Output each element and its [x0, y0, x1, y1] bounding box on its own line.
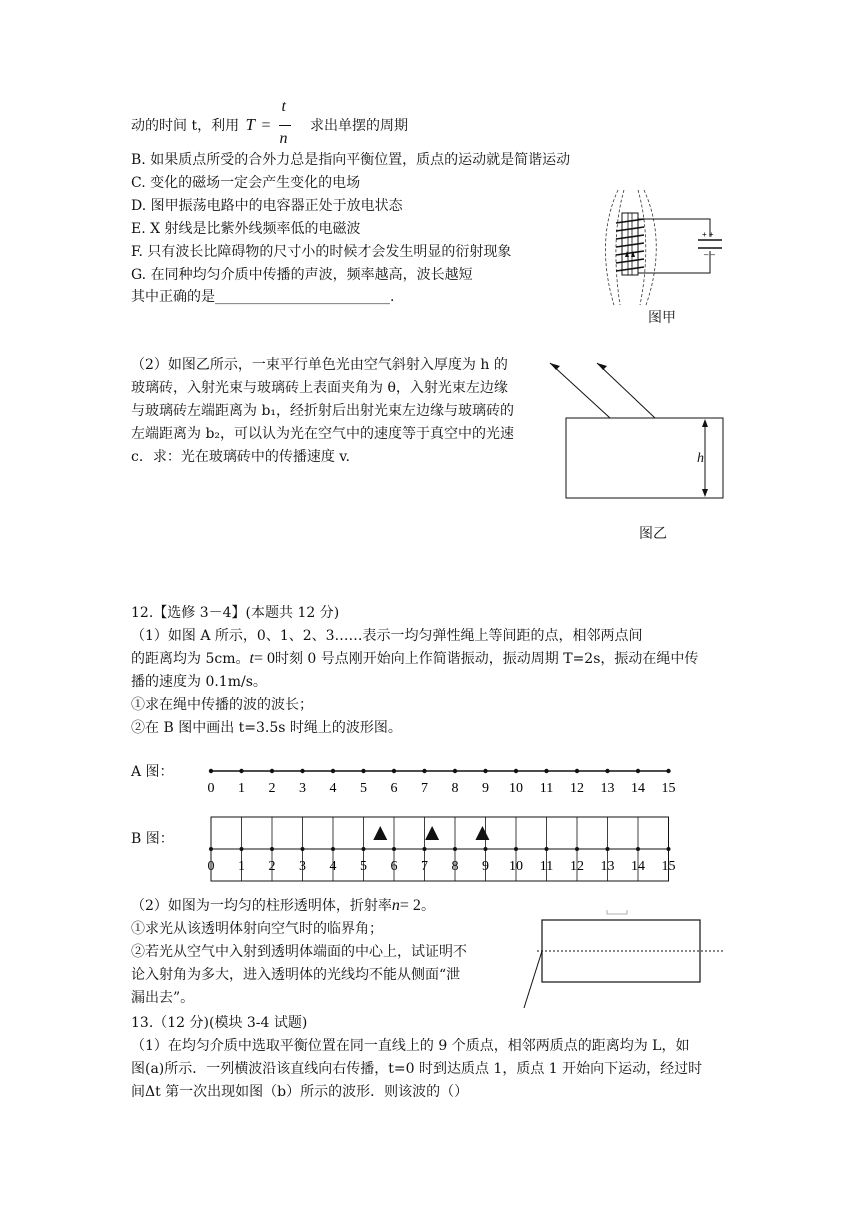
rope-tick-label: 7 — [421, 781, 428, 796]
figure-transparent-cylinder — [515, 908, 730, 1013]
answer-line: 其中正确的是_________________________. — [131, 289, 395, 305]
rope-tick-label: 9 — [482, 781, 489, 796]
q12-t-var: t — [249, 650, 254, 667]
rope-tick-label: 5 — [360, 781, 367, 796]
formula-eq: = — [261, 117, 271, 134]
rope-point — [270, 769, 274, 773]
rope-point — [422, 769, 426, 773]
fraction-bar — [279, 125, 291, 126]
q13-title: 13.（12 分)(模块 3-4 试题) — [131, 1015, 308, 1031]
grid-tick-label: 1 — [238, 859, 245, 874]
rope-point — [331, 769, 335, 773]
rope-point — [484, 847, 488, 851]
rope-tick-label: 10 — [509, 781, 523, 796]
q12-line3: 播的速度为 0.1m/s。 — [131, 674, 267, 690]
rope-point — [514, 847, 518, 851]
q11-p2-line4: 左端距离为 b₂，可以认为光在空气中的速度等于真空中的光速 — [131, 426, 515, 442]
option-c: C. 变化的磁场一定会产生变化的电场 — [131, 175, 361, 191]
figure-jia-lc-circuit — [600, 185, 730, 310]
rope-point — [270, 847, 274, 851]
formula-num: t — [281, 98, 286, 115]
q12-p2-line2: ①求光从该透明体射向空气时的临界角； — [131, 921, 383, 937]
rope-tick-label: 15 — [661, 781, 676, 796]
figure-yi-caption: 图乙 — [639, 526, 667, 542]
q12-n-var: n — [391, 897, 400, 914]
option-d: D. 图甲振荡电路中的电容器正处于放电状态 — [131, 198, 403, 214]
formula-T: T — [245, 115, 255, 134]
rope-point — [453, 847, 457, 851]
rope-point — [483, 769, 487, 773]
triangle-marker — [425, 826, 439, 840]
period-formula — [244, 98, 306, 147]
q11-line-a — [131, 98, 408, 147]
rope-tick-label: 12 — [570, 781, 584, 796]
rope-point — [575, 769, 579, 773]
q12-title: 12.【选修 3－4】(本题共 12 分) — [131, 605, 340, 621]
rope-point — [209, 769, 213, 773]
grid-tick-label: 14 — [631, 859, 645, 874]
rope-point — [606, 847, 610, 851]
grid-tick-label: 9 — [482, 859, 489, 874]
option-b: B. 如果质点所受的合外力总是指向平衡位置，质点的运动就是简谐运动 — [131, 152, 571, 168]
grid-tick-label: 11 — [539, 859, 554, 874]
grid-tick-label: 8 — [451, 859, 459, 874]
rope-tick-label: 6 — [390, 781, 398, 796]
rope-tick-label: 8 — [451, 781, 459, 796]
rope-point — [545, 847, 549, 851]
figure-jia-caption: 图甲 — [648, 310, 676, 326]
rope-tick-label: 4 — [329, 781, 337, 796]
option-e: E. X 射线是比紫外线频率低的电磁波 — [131, 221, 361, 237]
grid-tick-label: 13 — [600, 859, 615, 874]
rope-point — [300, 769, 304, 773]
q12-line2 — [131, 648, 698, 670]
rope-point — [362, 847, 366, 851]
grid-tick-label: 3 — [299, 859, 306, 874]
h-label: h — [697, 451, 704, 466]
q11-p2-line2: 玻璃砖，入射光束与玻璃砖上表面夹角为 θ，入射光束左边缘 — [131, 380, 508, 396]
rope-tick-label: 1 — [238, 781, 245, 796]
grid-tick-label: 2 — [268, 859, 276, 874]
rope-point — [514, 769, 518, 773]
rope-point — [331, 847, 335, 851]
rope-tick-label: 13 — [600, 781, 615, 796]
q11-line-a-post: 求出单摆的周期 — [309, 118, 408, 134]
figure-a-label: A 图： — [131, 764, 174, 780]
q11-p2-line3: 与玻璃砖左端距离为 b₁，经折射后出射光束左边缘与玻璃砖的 — [131, 403, 515, 419]
triangle-marker — [475, 826, 489, 840]
q12-line4: ①求在绳中传播的波的波长； — [131, 697, 313, 713]
triangle-marker — [373, 826, 387, 840]
svg-text:+ +: + + — [702, 230, 714, 239]
grid-tick-label: 0 — [207, 859, 215, 874]
q12-p2-line5: 漏出去”。 — [131, 990, 195, 1006]
rope-tick-label: 11 — [539, 781, 554, 796]
rope-point — [605, 769, 609, 773]
figure-yi-glass-brick — [540, 355, 740, 505]
q12-line1: （1）如图 A 所示，0、1、2、3……表示一均匀弹性绳上等间距的点，相邻两点间 — [131, 628, 643, 644]
option-g: G. 在同种均匀介质中传播的声波，频率越高，波长越短 — [131, 267, 473, 283]
rope-point — [453, 769, 457, 773]
rope-tick-label: 2 — [268, 781, 276, 796]
q11-line-a-pre: 动的时间 t，利用 — [131, 118, 240, 134]
q13-line2: 图(a)所示．一列横波沿该直线向右传播，t=0 时到达质点 1，质点 1 开始向下运动，经过时 — [131, 1061, 703, 1077]
q12-p2-line1 — [131, 895, 435, 917]
svg-text:– –: – – — [704, 250, 716, 259]
rope-point — [575, 847, 579, 851]
q12-p2-line3: ②若光从空气中入射到透明体端面的中心上，试证明不 — [131, 944, 467, 960]
rope-point — [240, 847, 244, 851]
figure-a-rope — [200, 762, 690, 800]
grid-tick-label: 6 — [390, 859, 398, 874]
rope-point — [392, 847, 396, 851]
q12-line2-post: 时刻 0 号点刚开始向上作简谐振动，振动周期 T=2s，振动在绳中传 — [274, 651, 699, 667]
rope-point — [392, 769, 396, 773]
rope-point — [239, 769, 243, 773]
figure-b-grid — [200, 814, 690, 884]
grid-tick-label: 5 — [360, 859, 367, 874]
q11-p2-line5: c．求：光在玻璃砖中的传播速度 v. — [131, 449, 350, 465]
q12-p2-line1-pre: （2）如图为一均匀的柱形透明体，折射率 — [131, 898, 392, 914]
grid-tick-label: 4 — [329, 859, 337, 874]
grid-tick-label: 10 — [509, 859, 523, 874]
q12-n-eq: = 2 — [399, 897, 421, 914]
rope-point — [666, 769, 670, 773]
grid-tick-label: 7 — [421, 859, 428, 874]
rope-tick-label: 0 — [207, 781, 215, 796]
option-f: F. 只有波长比障碍物的尺寸小的时候才会发生明显的衍射现象 — [131, 244, 512, 260]
rope-point — [544, 769, 548, 773]
rope-point — [636, 769, 640, 773]
rope-point — [423, 847, 427, 851]
grid-tick-label: 12 — [570, 859, 584, 874]
rope-point — [209, 847, 213, 851]
q12-line2-pre: 的距离均为 5cm。 — [131, 651, 250, 667]
q13-line1: （1）在均匀介质中选取平衡位置在同一直线上的 9 个质点，相邻两质点的距离均为 L，如 — [131, 1038, 690, 1054]
q13-line3: 间Δt 第一次出现如图（b）所示的波形．则该波的（） — [131, 1084, 469, 1100]
q12-line5: ②在 B 图中画出 t=3.5s 时绳上的波形图。 — [131, 720, 402, 736]
figure-b-label: B 图： — [131, 831, 174, 847]
rope-point — [667, 847, 671, 851]
rope-tick-label: 14 — [631, 781, 645, 796]
rope-tick-label: 3 — [299, 781, 306, 796]
q12-t-eq: = 0 — [253, 650, 275, 667]
rope-point — [636, 847, 640, 851]
q11-p2-line1: （2）如图乙所示，一束平行单色光由空气斜射入厚度为 h 的 — [131, 357, 508, 373]
q12-p2-line1-post: 。 — [420, 898, 435, 914]
grid-tick-label: 15 — [661, 859, 676, 874]
rope-point — [301, 847, 305, 851]
formula-den: n — [279, 130, 288, 147]
rope-point — [361, 769, 365, 773]
q12-p2-line4: 论入射角为多大，进入透明体的光线均不能从侧面“泄 — [131, 967, 461, 983]
